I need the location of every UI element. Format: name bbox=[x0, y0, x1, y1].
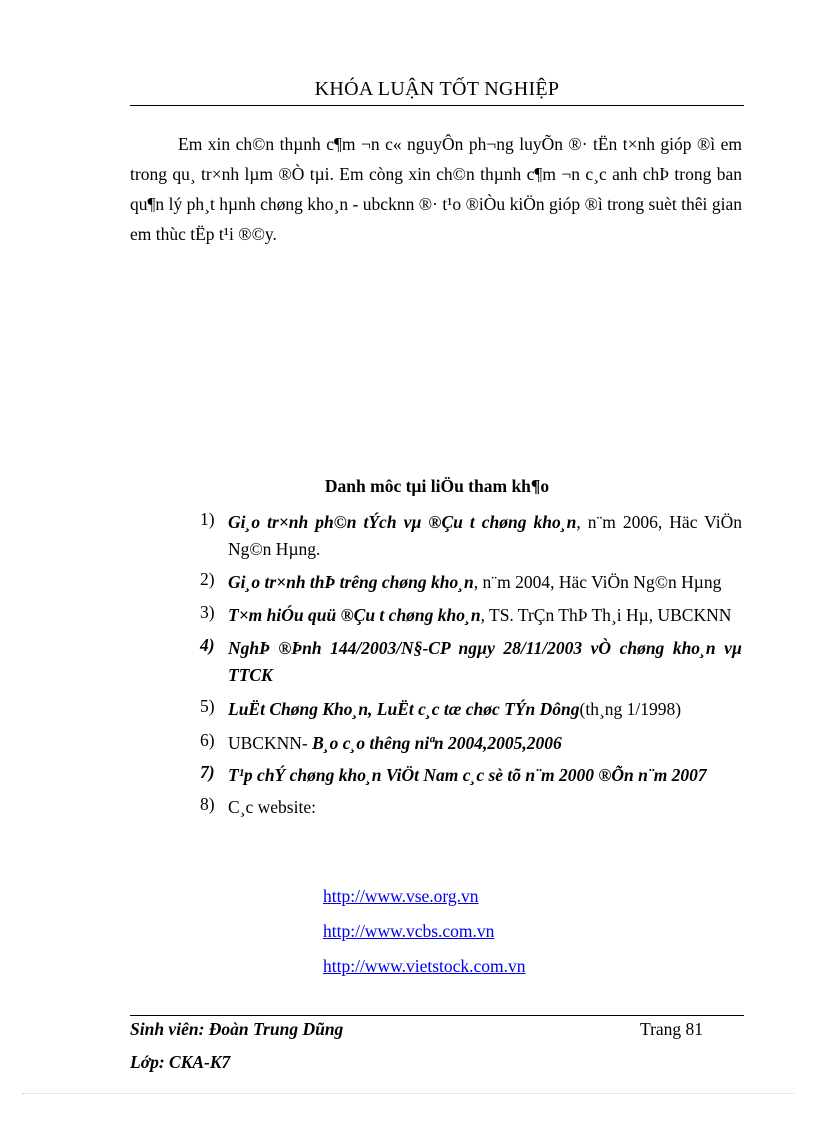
website-list bbox=[323, 884, 526, 989]
header-divider bbox=[130, 105, 744, 106]
reference-title: T¹p chÝ chøng kho¸n ViÖt Nam c¸c sè tõ n¨m 2000 ®Õn n¨m 2007 bbox=[228, 765, 707, 785]
reference-item bbox=[200, 696, 742, 723]
footer-divider bbox=[130, 1015, 744, 1016]
website-link-vietstock[interactable]: http://www.vietstock.com.vn bbox=[323, 956, 526, 976]
page-bottom-edge bbox=[22, 1093, 794, 1094]
page-title: KHÓA LUẬN TỐT NGHIỆP bbox=[314, 78, 560, 100]
website-link-vcbs[interactable]: http://www.vcbs.com.vn bbox=[323, 921, 495, 941]
references-title: Danh môc tµi liÖu tham kh¶o bbox=[324, 476, 550, 496]
references-list bbox=[200, 509, 742, 821]
reference-item bbox=[200, 635, 742, 689]
reference-publisher: UBCKNN- bbox=[228, 733, 313, 753]
reference-item bbox=[200, 602, 742, 629]
reference-details: , TS. TrÇn ThÞ Th¸i Hµ, UBCKNN bbox=[480, 605, 732, 625]
reference-title: Gi¸o tr×nh ph©n tÝch vµ ®Çu t chøng kho¸n bbox=[228, 512, 577, 532]
reference-number: 7) bbox=[200, 762, 215, 782]
reference-title: LuËt Chøng Kho¸n, LuËt c¸c tæ chøc TÝn Dông bbox=[228, 699, 580, 719]
reference-item bbox=[200, 794, 742, 821]
reference-item bbox=[200, 509, 742, 563]
footer-student-name: Sinh viên: Đoàn Trung Dũng bbox=[130, 1019, 344, 1039]
footer-page-number: Trang 81 bbox=[640, 1019, 704, 1039]
reference-number: 3) bbox=[200, 602, 215, 622]
reference-item bbox=[200, 730, 742, 757]
reference-item bbox=[200, 569, 742, 596]
reference-number: 2) bbox=[200, 569, 215, 589]
reference-number: 5) bbox=[200, 696, 215, 716]
reference-number: 4) bbox=[200, 635, 215, 655]
reference-title: Gi¸o tr×nh thÞ trêng chøng kho¸n bbox=[228, 572, 474, 592]
reference-details: , n¨m 2006, Häc ViÖn Ng©n Hµng. bbox=[228, 512, 742, 559]
reference-title: NghÞ ®Þnh 144/2003/N§-CP ngµy 28/11/2003 vÒ chøng kho¸n vµ TTCK bbox=[228, 638, 742, 685]
reference-number: 6) bbox=[200, 730, 215, 750]
reference-item bbox=[200, 762, 742, 789]
reference-title: B¸o c¸o thêng niªn 2004,2005,2006 bbox=[312, 733, 562, 753]
footer-class: Lớp: CKA-K7 bbox=[130, 1052, 231, 1072]
reference-details: (th¸ng 1/1998) bbox=[579, 699, 682, 719]
reference-websites-label: C¸c website: bbox=[228, 797, 316, 817]
reference-details: , n¨m 2004, Häc ViÖn Ng©n Hµng bbox=[473, 572, 722, 592]
reference-number: 8) bbox=[200, 794, 215, 814]
reference-title: T×m hiÓu quü ®Çu t chøng kho¸n bbox=[228, 605, 481, 625]
reference-number: 1) bbox=[200, 509, 215, 529]
acknowledgement-paragraph: Em xin ch©n thµnh c¶m ¬n c« nguyÔn ph¬ng luyÕn ®· tËn t×nh gióp ®ì em trong qu¸ tr×nh lµm ®Ò tµi. Em còng xin ch©n thµnh c¶m ¬n c¸c anh chÞ trong ban qu¶n lý ph¸t hµnh chøng kho¸n - ubcknn ®· t¹o ®iÒu kiÖn gióp ®ì trong suèt thêi gian em thùc tËp t¹i ®©y. bbox=[130, 134, 742, 244]
website-link-vse[interactable]: http://www.vse.org.vn bbox=[323, 886, 479, 906]
